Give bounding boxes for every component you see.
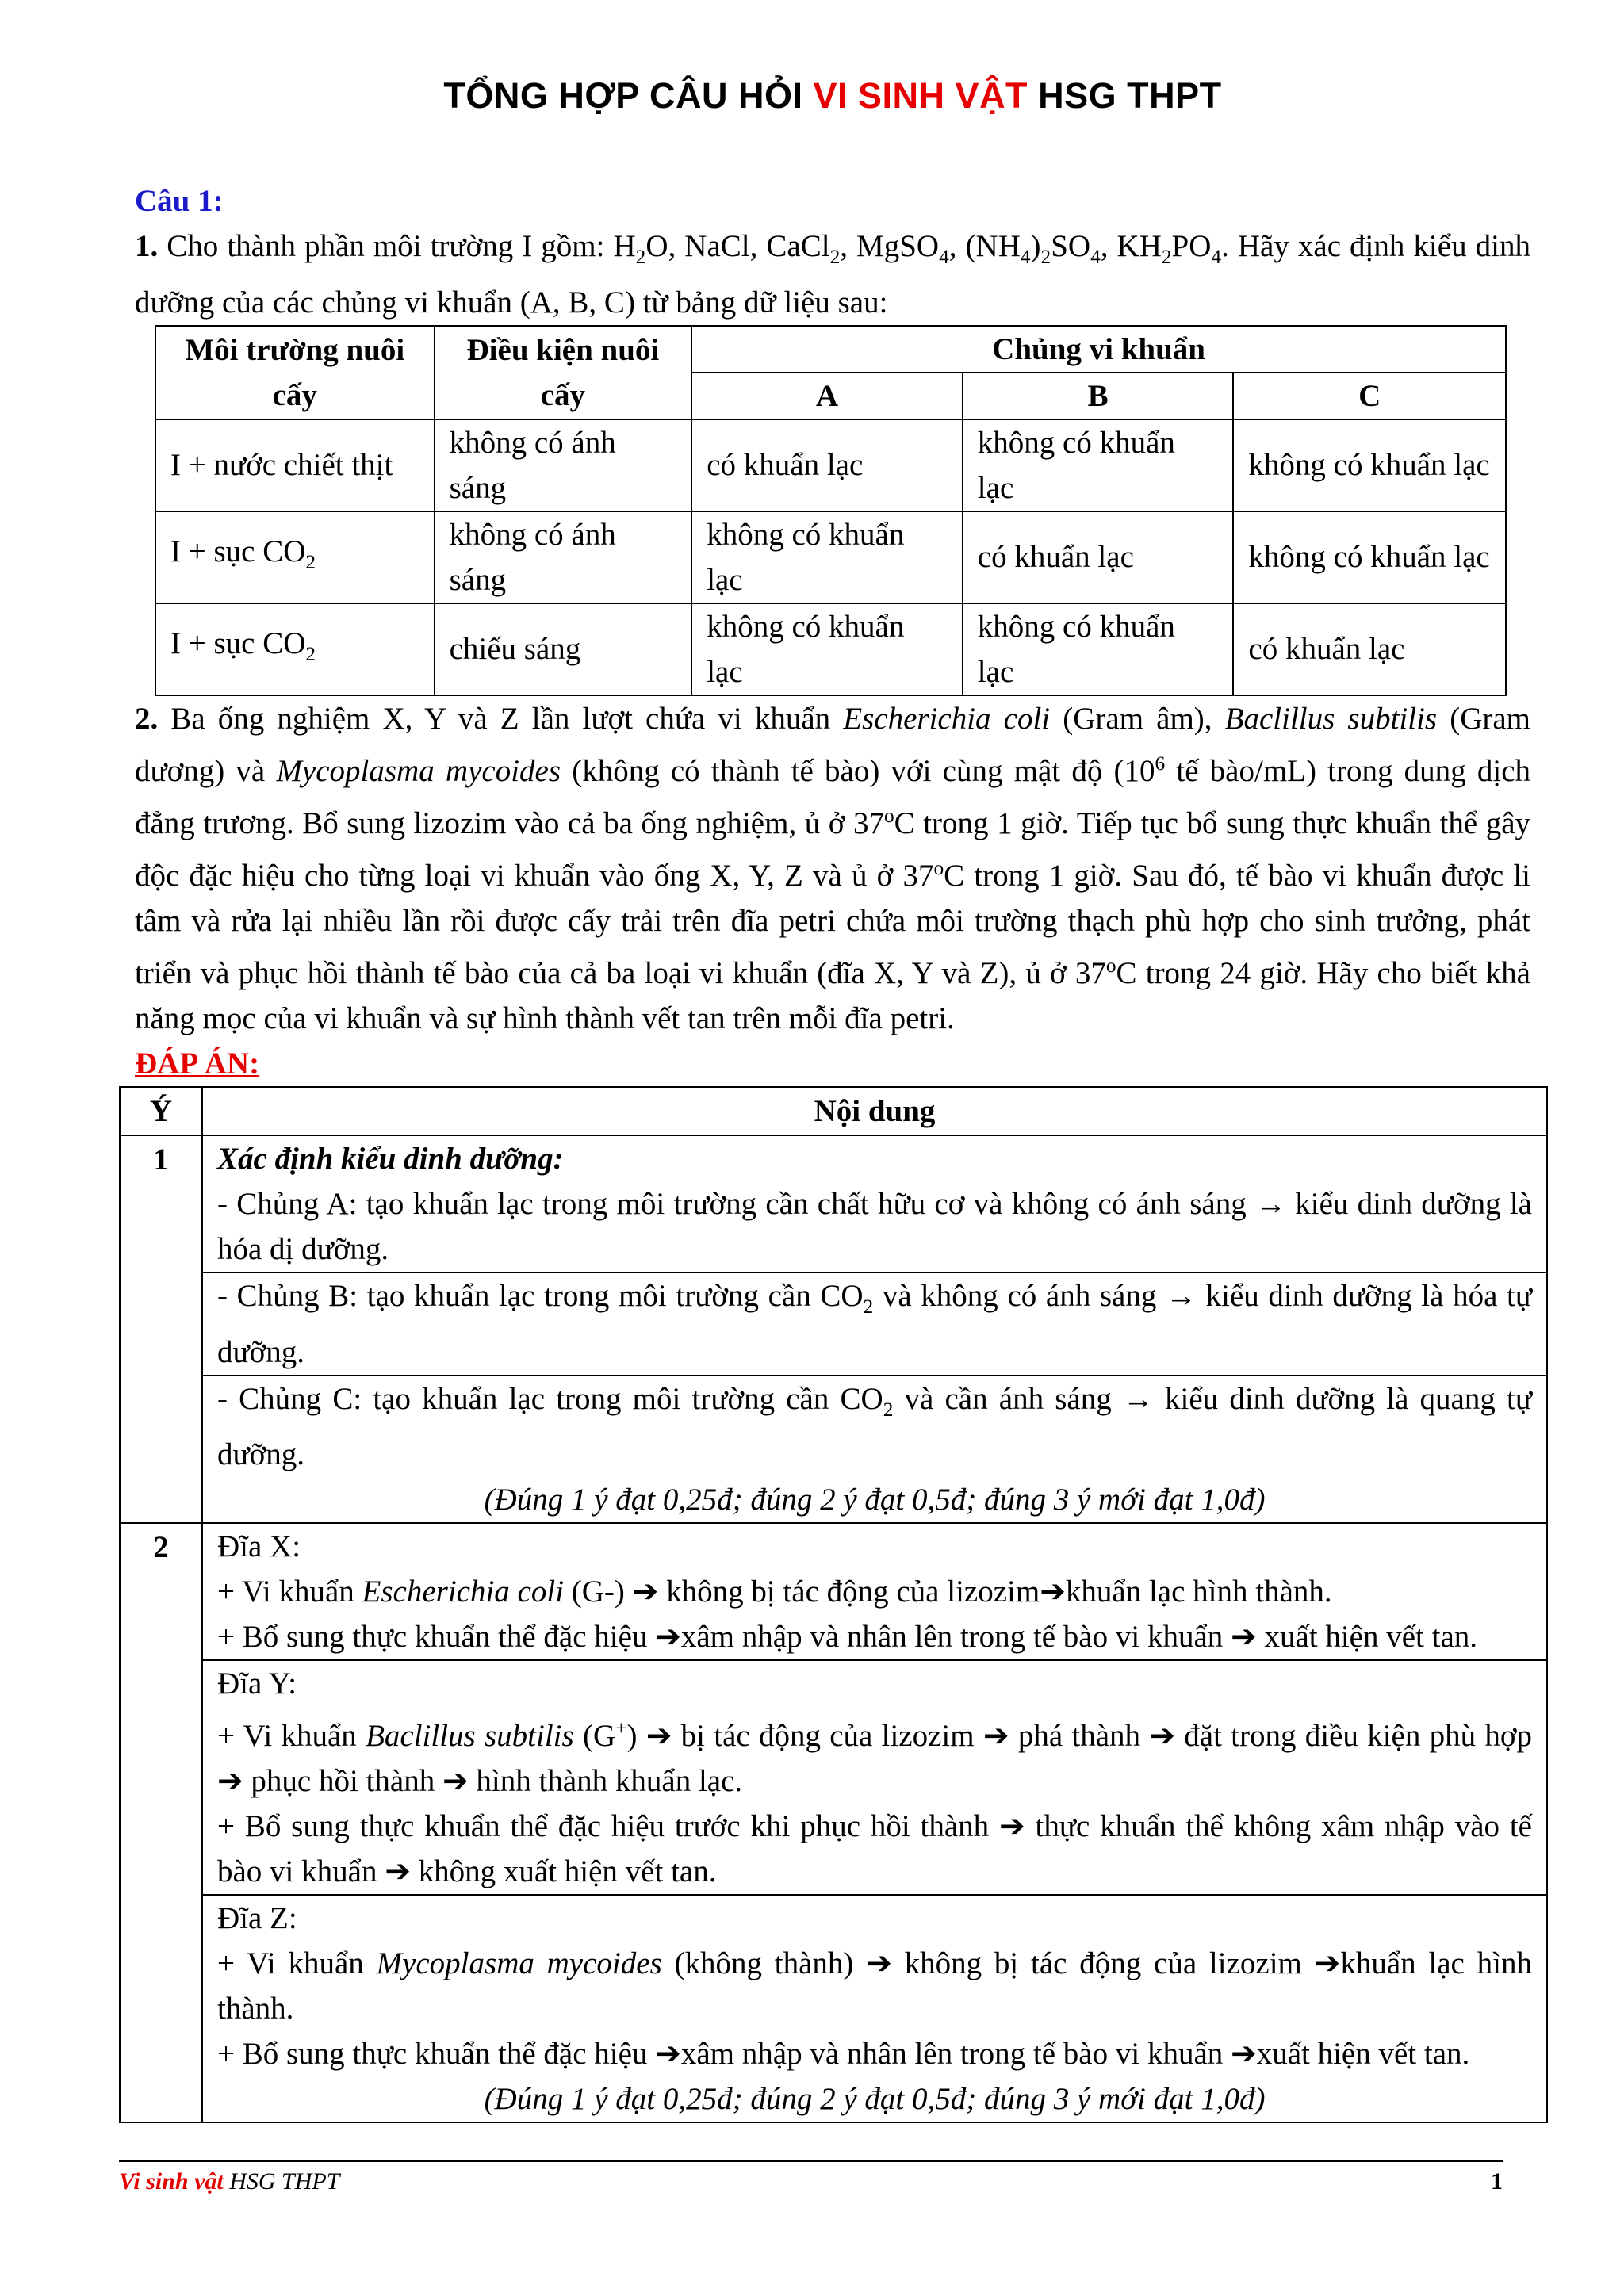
document-title <box>135 75 1530 117</box>
table-row <box>120 1135 1547 1272</box>
culture-data-table <box>155 325 1507 696</box>
answer-dish-z: Đĩa Z: + Vi khuẩn Mycoplasma mycoides (không thành) ➔ không bị tác động của lizozim ➔khuẩn lạc hình thành. + Bổ sung thực khuẩn thể đặc hiệu ➔xâm nhập và nhân lên trong tế bào vi khuẩn ➔xuất hiện vết tan. (Đúng 1 ý đạt 0,25đ; đúng 2 ý đạt 0,5đ; đúng 3 ý mới đạt 1,0đ) <box>202 1895 1547 2122</box>
answer-index-2: 2 <box>120 1523 202 2122</box>
cell-strain-b: không có khuẩn lạc <box>963 419 1234 511</box>
header-strain-a: A <box>691 373 963 419</box>
cell-strain-a: không có khuẩn lạc <box>691 603 963 695</box>
cell-condition: không có ánh sáng <box>435 419 692 511</box>
table-row <box>155 419 1506 511</box>
cell-strain-c: không có khuẩn lạc <box>1233 511 1506 603</box>
page-footer <box>119 2160 1503 2195</box>
document-page <box>135 75 1533 2123</box>
answer-label: ĐÁP ÁN: <box>135 1046 260 1081</box>
cell-environment: I + sục $CO_2$ <box>155 511 435 603</box>
page-number: 1 <box>1491 2168 1503 2195</box>
header-condition: Điều kiện nuôi cấy <box>435 326 692 419</box>
answer-strain-b: - Chủng B: tạo khuẩn lạc trong môi trường cần $CO_2$ và không có ánh sáng → kiểu dinh dưỡng là hóa tự dưỡng. <box>202 1272 1547 1376</box>
header-environment: Môi trường nuôi cấy <box>155 326 435 419</box>
table-row <box>120 1895 1547 2122</box>
header-index: Ý <box>120 1087 202 1135</box>
title-highlight: VI SINH VẬT <box>813 75 1028 116</box>
answer-dish-y: Đĩa Y: + Vi khuẩn Baclillus subtilis (G+) ➔ bị tác động của lizozim ➔ phá thành ➔ đặt trong điều kiện phù hợp ➔ phục hồi thành ➔ hình thành khuẩn lạc. + Bổ sung thực khuẩn thể đặc hiệu trước khi phục hồi thành ➔ thực khuẩn thể không xâm nhập vào tế bào vi khuẩn ➔ không xuất hiện vết tan. <box>202 1660 1547 1895</box>
footer-title: Vi sinh vật HSG THPT <box>119 2168 340 2195</box>
answer-dish-x: Đĩa X: + Vi khuẩn Escherichia coli (G-) ➔ không bị tác động của lizozim➔khuẩn lạc hình thành. + Bổ sung thực khuẩn thể đặc hiệu ➔xâm nhập và nhân lên trong tế bào vi khuẩn ➔ xuất hiện vết tan. <box>202 1523 1547 1660</box>
table-row <box>120 1523 1547 1660</box>
table-row <box>155 603 1506 695</box>
cell-strain-b: không có khuẩn lạc <box>963 603 1234 695</box>
header-content: Nội dung <box>202 1087 1547 1135</box>
cell-strain-a: có khuẩn lạc <box>691 419 963 511</box>
cell-condition: chiếu sáng <box>435 603 692 695</box>
answer-1-heading: Xác định kiểu dinh dưỡng: <box>217 1141 564 1176</box>
table-row <box>120 1660 1547 1895</box>
cell-strain-b: có khuẩn lạc <box>963 511 1234 603</box>
part-2-number: 2. <box>135 701 159 736</box>
title-part-1: TỔNG HỢP CÂU HỎI <box>443 75 814 116</box>
cell-environment: I + nước chiết thịt <box>155 419 435 511</box>
table-row <box>155 511 1506 603</box>
title-part-3: HSG THPT <box>1028 75 1222 116</box>
cell-environment: I + sục $CO_2$ <box>155 603 435 695</box>
cell-strain-c: có khuẩn lạc <box>1233 603 1506 695</box>
cell-condition: không có ánh sáng <box>435 511 692 603</box>
question-part-2: 2. Ba ống nghiệm X, Y và Z lần lượt chứa vi khuẩn Escherichia coli (Gram âm), Baclillus subtilis (Gram dương) và Mycoplasma mycoides (không có thành tế bào) với cùng mật độ ($10^6$ tế bào/mL) trong dung dịch đẳng trương. Bổ sung lizozim vào cả ba ống nghiệm, ủ ở 37$^o$C trong 1 giờ. Tiếp tục bổ sung thực khuẩn thể gây độc đặc hiệu cho từng loại vi khuẩn vào ống X, Y, Z và ủ ở 37$^o$C trong 1 giờ. Sau đó, tế bào vi khuẩn được li tâm và rửa lại nhiều lần rồi được cấy trải trên đĩa petri chứa môi trường thạch phù hợp cho sinh trưởng, phát triển và phục hồi thành tế bào của cả ba loại vi khuẩn (đĩa X, Y và Z), ủ ở 37$^o$C trong 24 giờ. Hãy cho biết khả năng mọc của vi khuẩn và sự hình thành vết tan trên mỗi đĩa petri. <box>135 701 1531 1035</box>
header-strain-c: C <box>1233 373 1506 419</box>
table-row <box>120 1376 1547 1524</box>
cell-strain-c: không có khuẩn lạc <box>1233 419 1506 511</box>
answer-strain-a: Xác định kiểu dinh dưỡng: - Chủng A: tạo khuẩn lạc trong môi trường cần chất hữu cơ và không có ánh sáng → kiểu dinh dưỡng là hóa dị dưỡng. <box>202 1135 1547 1272</box>
answer-strain-c: - Chủng C: tạo khuẩn lạc trong môi trường cần $CO_2$ và cần ánh sáng → kiểu dinh dưỡng là quang tự dưỡng. (Đúng 1 ý đạt 0,25đ; đúng 2 ý đạt 0,5đ; đúng 3 ý mới đạt 1,0đ) <box>202 1376 1547 1524</box>
question-part-1: 1. Cho thành phần môi trường I gồm: $H_2O$, NaCl, CaCl$_2$, MgSO$_4$, $(NH_4)_2SO_4$, $KH_2PO_4$. Hãy xác định kiểu dinh dưỡng của các chủng vi khuẩn (A, B, C) từ bảng dữ liệu sau: <box>135 229 1530 320</box>
part-1-number: 1. <box>135 229 159 263</box>
cell-strain-a: không có khuẩn lạc <box>691 511 963 603</box>
answer-table <box>119 1086 1548 2124</box>
question-label: Câu 1: <box>135 184 224 218</box>
answer-index-1: 1 <box>120 1135 202 1524</box>
header-strain-b: B <box>963 373 1234 419</box>
header-strain: Chủng vi khuẩn <box>691 326 1506 373</box>
score-note: (Đúng 1 ý đạt 0,25đ; đúng 2 ý đạt 0,5đ; đúng 3 ý mới đạt 1,0đ) <box>484 1483 1266 1517</box>
score-note: (Đúng 1 ý đạt 0,25đ; đúng 2 ý đạt 0,5đ; đúng 3 ý mới đạt 1,0đ) <box>484 2082 1266 2117</box>
table-row <box>120 1272 1547 1376</box>
